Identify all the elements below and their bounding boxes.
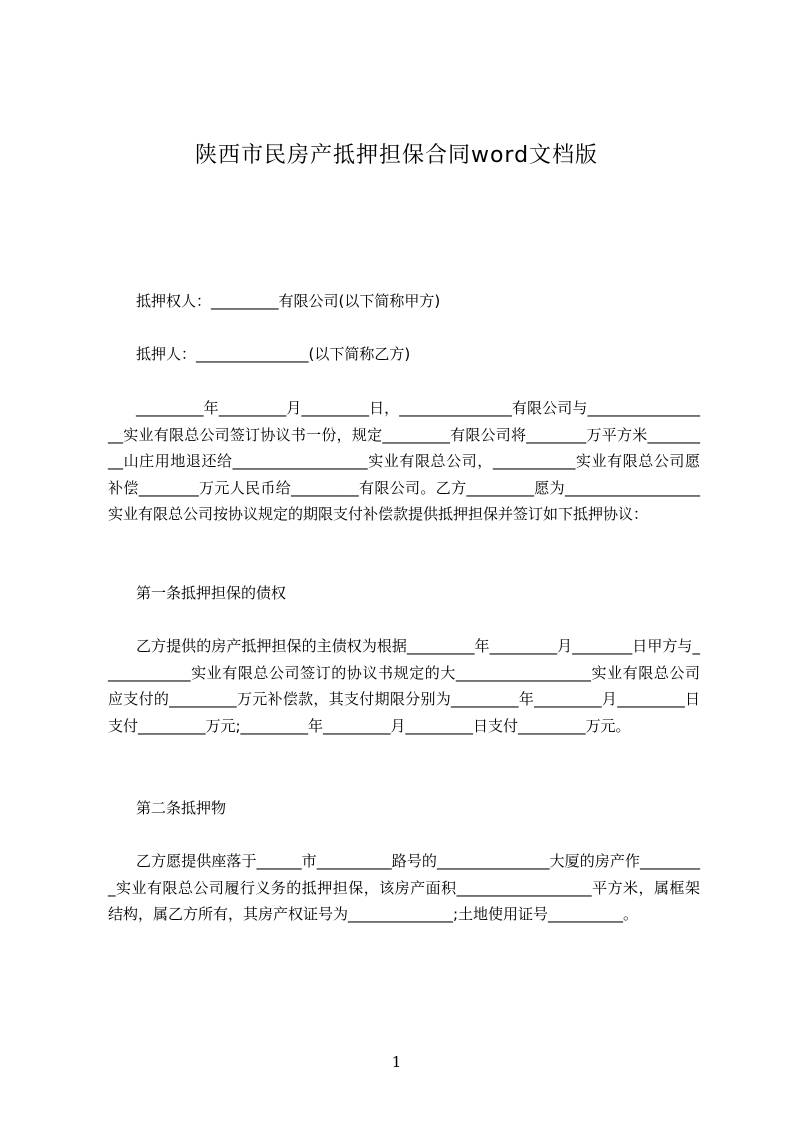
page-number: 1 bbox=[391, 1053, 402, 1071]
mortgagee-line: 抵押权人：_________有限公司(以下简称甲方) bbox=[136, 292, 441, 310]
document-title: 陕西市民房产抵押担保合同word文档版 bbox=[194, 143, 599, 168]
article2-paragraph: 乙方愿提供座落于______市__________路号的_______________大厦的房产作_________实业有限总公司履行义务的抵押担保，该房产面积__________________平方米，属框架结构，属乙方所有，其房产权证号为______________;土地使用证号__________。 bbox=[108, 852, 700, 923]
article1-paragraph: 乙方提供的房产抵押担保的主债权为根据_________年_________月________日甲方与____________实业有限总公司签订的协议书规定的大__________________实业有限总公司应支付的_________万元补偿款，其支付期限分别为_________年_________月_________日支付_________万元;_________年_________月_________日支付_________万元。 bbox=[108, 637, 700, 735]
intro-paragraph: _________年_________月_________日，_______________有限公司与_________________实业有限总公司签订协议书一份，规定_________有限公司将________万平方米_________山庄用地退还给__________________实业有限总公司，___________实业有限总公司愿补偿________万元人民币给_________有限公司。乙方_________愿为__________________实业有限总公司按协议规定的期限支付补偿款提供抵押担保并签订如下抵押协议： bbox=[108, 399, 700, 523]
mortgagor-line: 抵押人：_______________(以下简称乙方) bbox=[136, 345, 411, 363]
article1-heading: 第一条抵押担保的债权 bbox=[136, 584, 287, 602]
article2-heading: 第二条抵押物 bbox=[136, 799, 227, 817]
